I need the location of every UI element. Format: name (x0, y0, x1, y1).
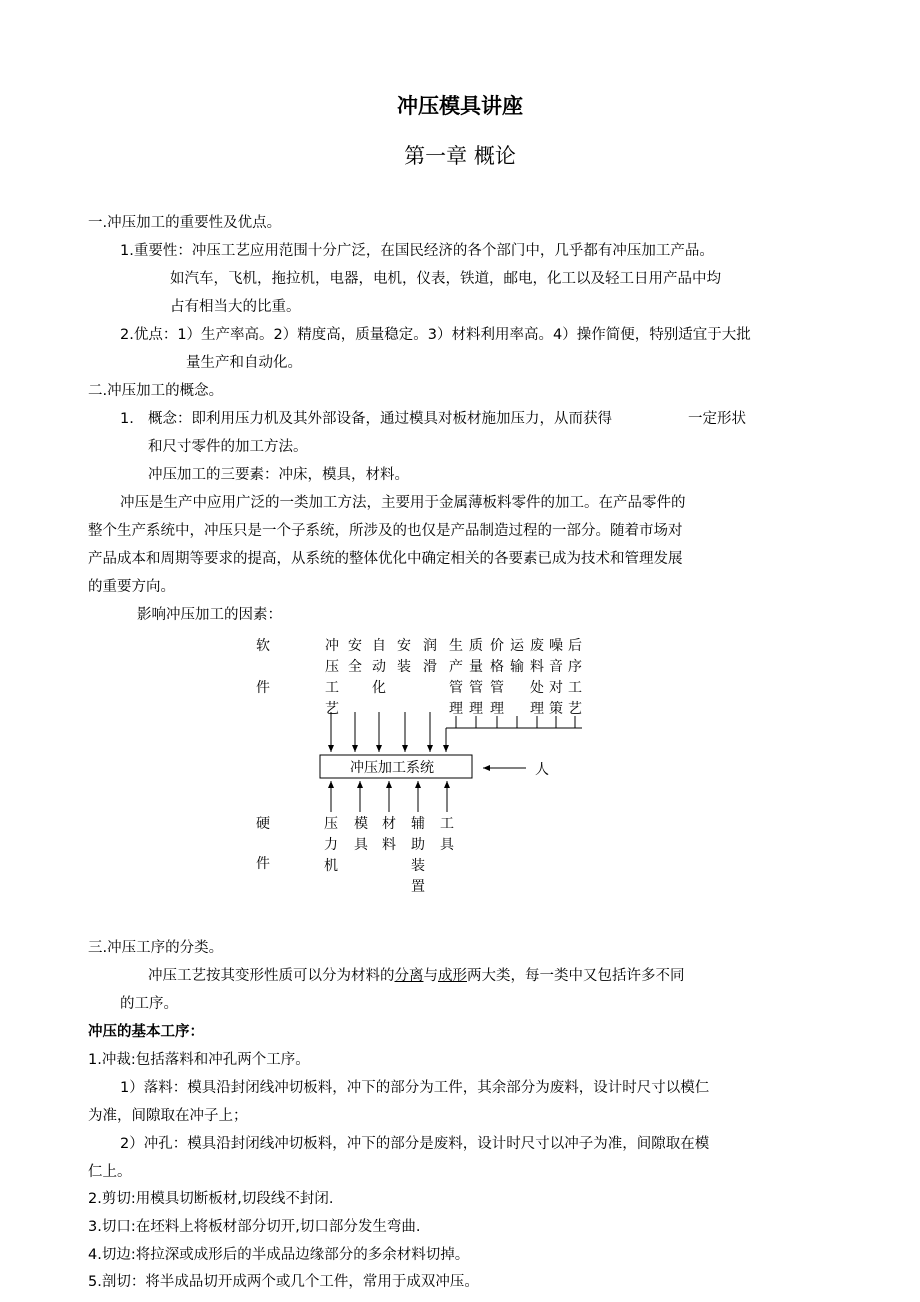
importance-line-3: 占有相当大的比重。 (170, 299, 301, 315)
concept-number: 1. (120, 411, 134, 427)
software-item: 生产管理 (449, 638, 463, 717)
page-title: 冲压模具讲座 (397, 94, 523, 118)
process-item-2: 2.剪切:用模具切断板材,切段线不封闭. (88, 1191, 334, 1207)
software-item: 后序工艺 (568, 638, 582, 717)
center-box-label: 冲压加工系统 (350, 760, 434, 776)
section-2-heading: 二.冲压加工的概念。 (88, 383, 224, 399)
process-item-4: 4.切边:将拉深或成形后的半成品边缘部分的多余材料切掉。 (88, 1247, 470, 1263)
hardware-item: 工具 (440, 816, 454, 853)
importance-line-2: 如汽车，飞机，拖拉机，电器，电机，仪表，铁道，邮电，化工以及轻工日用产品中均 (170, 271, 721, 287)
person-label: 人 (535, 762, 549, 778)
importance-line-1: 1.重要性：冲压工艺应用范围十分广泛，在国民经济的各个部门中，几乎都有冲压加工产品。 (120, 243, 714, 259)
hardware-label-1: 硬 (256, 816, 270, 832)
software-item: 冲压工艺 (325, 638, 339, 717)
software-item: 价格管理 (490, 638, 504, 717)
three-elements: 冲压加工的三要素：冲床，模具，材料。 (148, 467, 409, 483)
intro-text-b: 两大类，每一类中又包括许多不同 (467, 968, 685, 984)
factors-label: 影响冲压加工的因素： (137, 607, 282, 623)
classification-intro-line-2: 的工序。 (120, 996, 178, 1012)
classification-intro-line-1 (148, 966, 685, 986)
concept-line-2: 和尺寸零件的加工方法。 (148, 439, 308, 455)
hardware-label-2: 件 (256, 856, 270, 872)
blanking-line-1: 1）落料：模具沿封闭线冲切板料，冲下的部分为工件，其余部分为废料，设计时尺寸以模仁 (120, 1080, 710, 1096)
hardware-item: 材料 (382, 816, 396, 853)
intro-and: 与 (423, 968, 438, 984)
intro-text-a: 冲压工艺按其变形性质可以分为材料的 (148, 968, 395, 984)
process-item-1: 1.冲裁:包括落料和冲孔两个工序。 (88, 1052, 310, 1068)
advantages-line-1: 2.优点：1）生产率高。2）精度高，质量稳定。3）材料利用率高。4）操作简便，特别适宜于大批 (120, 327, 751, 343)
paragraph-line-1: 冲压是生产中应用广泛的一类加工方法，主要用于金属薄板料零件的加工。在产品零件的 (120, 495, 686, 511)
punching-line-1: 2）冲孔：模具沿封闭线冲切板料，冲下的部分是废料，设计时尺寸以冲子为准，间隙取在模 (120, 1136, 710, 1152)
software-label-2: 件 (256, 680, 270, 696)
software-item: 安装 (397, 638, 411, 675)
software-item: 润滑 (423, 638, 437, 675)
advantages-line-2: 量生产和自动化。 (186, 355, 302, 371)
basic-process-heading: 冲压的基本工序： (88, 1024, 204, 1040)
software-item: 自动化 (372, 638, 386, 696)
concept-line-1-tail: 一定形状 (688, 411, 746, 427)
software-item: 运输 (510, 638, 524, 675)
chapter-title: 第一章 概论 (404, 144, 516, 168)
software-item: 安全 (348, 638, 362, 675)
process-item-5: 5.剖切：将半成品切开成两个或几个工件，常用于成双冲压。 (88, 1274, 479, 1290)
term-separation: 分离 (394, 968, 424, 984)
blanking-line-2: 为准，间隙取在冲子上； (88, 1108, 248, 1124)
concept-line-1: 概念：即利用压力机及其外部设备，通过模具对板材施加压力，从而获得 (148, 411, 612, 427)
software-item: 质量管理 (469, 638, 483, 717)
paragraph-line-2: 整个生产系统中，冲压只是一个子系统，所涉及的也仅是产品制造过程的一部分。随着市场对 (88, 523, 683, 539)
section-3-heading: 三.冲压工序的分类。 (88, 940, 224, 956)
software-item: 废料处理 (530, 638, 544, 717)
software-label-1: 软 (256, 638, 270, 654)
section-1-heading: 一.冲压加工的重要性及优点。 (88, 215, 282, 231)
hardware-item: 压力机 (324, 816, 338, 874)
term-forming: 成形 (438, 968, 467, 984)
process-item-3: 3.切口:在坯料上将板材部分切开,切口部分发生弯曲. (88, 1219, 421, 1235)
software-item: 噪音对策 (549, 638, 563, 717)
paragraph-line-4: 的重要方向。 (88, 579, 175, 595)
punching-line-2: 仁上。 (88, 1164, 132, 1180)
paragraph-line-3: 产品成本和周期等要求的提高，从系统的整体优化中确定相关的各要素已成为技术和管理发展 (88, 551, 683, 567)
hardware-item: 辅助装置 (411, 816, 425, 895)
hardware-item: 模具 (354, 816, 368, 853)
